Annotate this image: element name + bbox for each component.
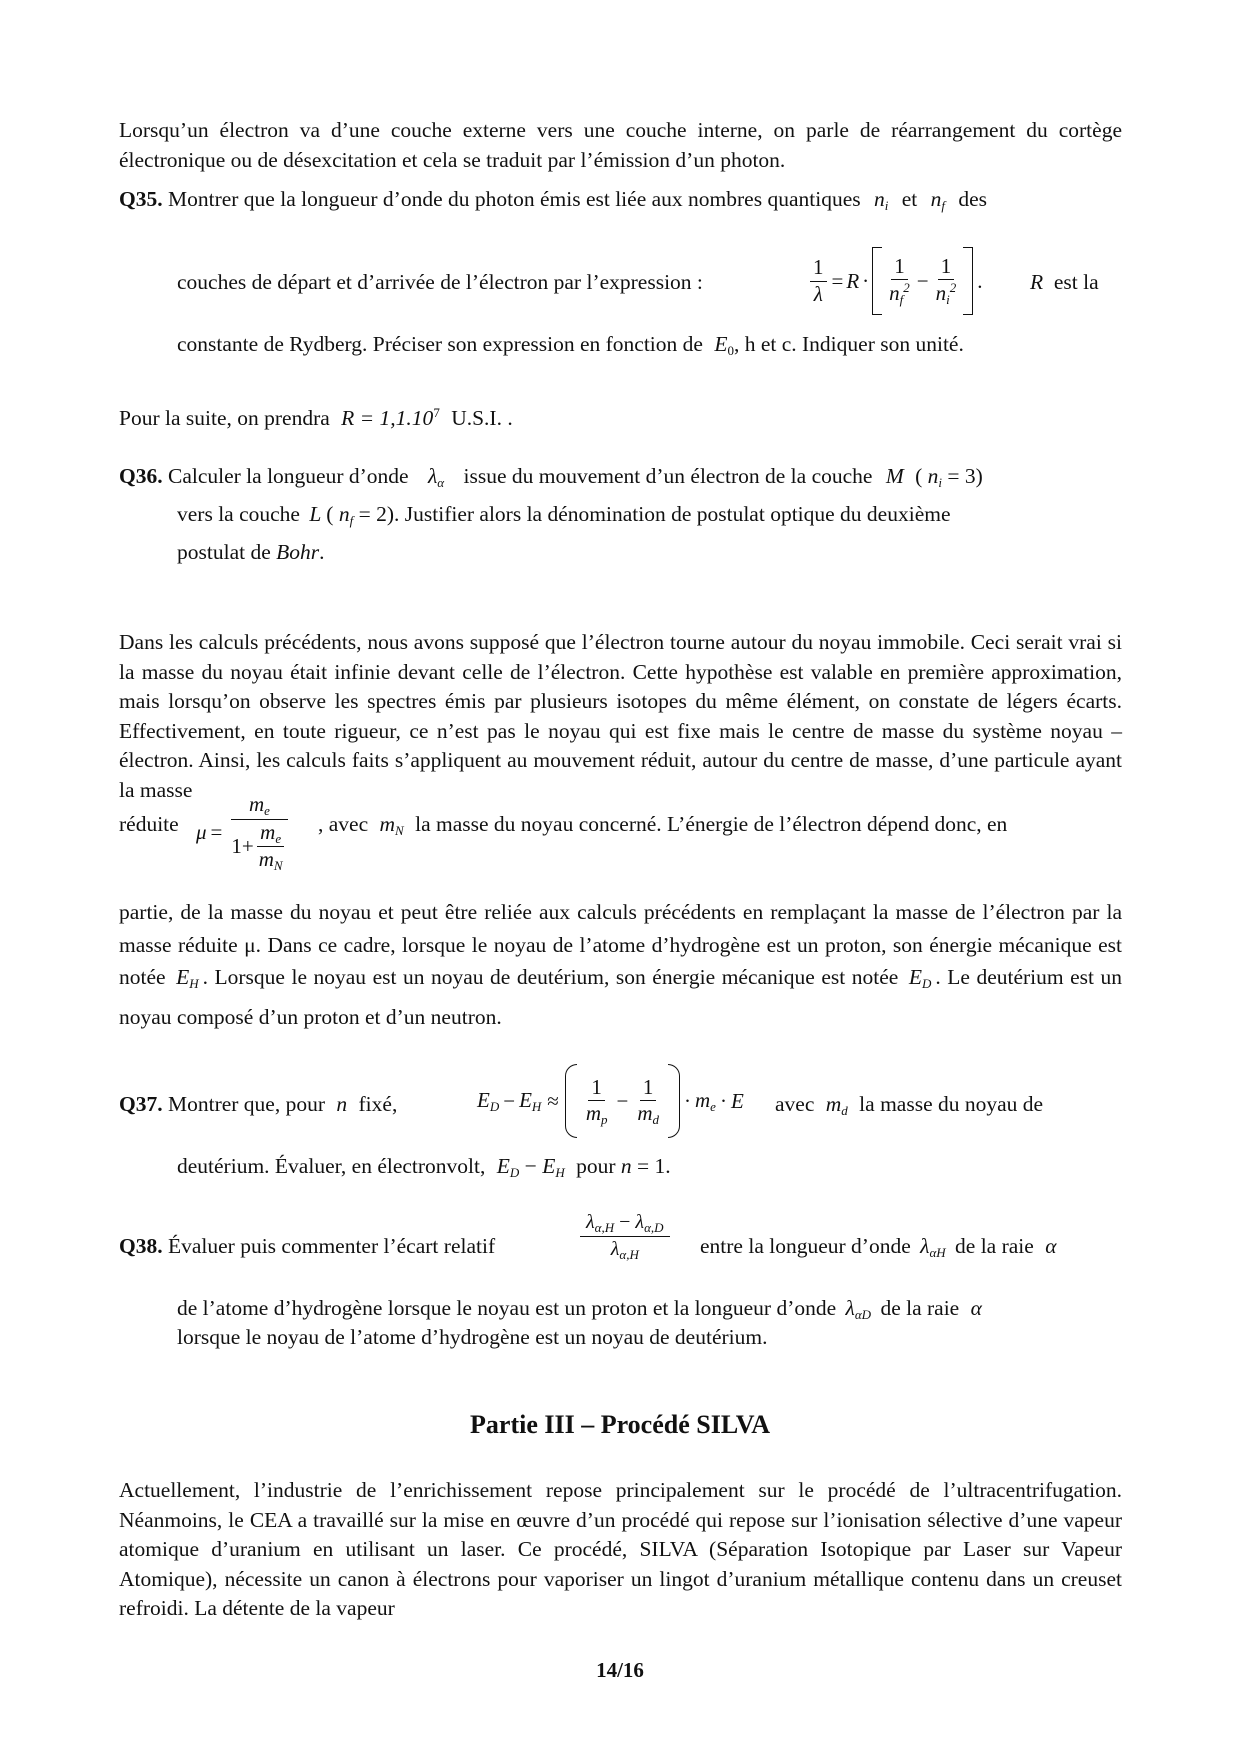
q37-text-1d: la masse du noyau de [859, 1092, 1044, 1116]
q36-text-2b: . Justifier alors la dénomination de postulat optique du deuxième [394, 502, 951, 526]
q37-line2: deutérium. Évaluer, en électronvolt, $E_D - E_H$ pour n = 1. [177, 1154, 671, 1180]
q35-est-la: est la [1053, 270, 1099, 294]
shell-M: M [885, 464, 904, 488]
energy-paragraph: partie, de la masse du noyau et peut être reliée aux calculs précédents en remplaçant la masse de l’électron par la masse réduite μ. Dans ce cadre, lorsque le noyau de l’atome d’hydrogène est un proton, son énergie mécanique est notée $E_H$ . Lorsque le noyau est un noyau de deutérium, son énergie mécanique est notée $E_D$ . Le deutérium est un noyau composé d’un proton et d’un neutron. [119, 900, 1123, 1029]
part3-paragraph: Actuellement, l’industrie de l’enrichissement repose principalement sur le procédé de l’ultracentrifugation. Néanmoins, le CEA a travaillé sur la mise en œuvre d’un procédé qui repose sur l’ionisation sélective d’une vapeur atomique d’uranium en utilisant un laser. Ce procédé, SILVA (Séparation Isotopique par Laser sur Vapeur Atomique), nécessite un canon à électrons pour vaporiser un lingot d’uranium métallique contenu dans un creuset refroidi. La détente de la vapeur [119, 1478, 1122, 1620]
reduced-mass-tail: la masse du noyau concerné. L’énergie de l’électron dépend donc, en [415, 812, 1008, 836]
lambda-alpha-H: $\lambda_{\alpha H}$ [920, 1234, 946, 1260]
ED-minus-EH: $E_D - E_H$ [496, 1154, 565, 1180]
q37-line1-text: Q37. Montrer que, pour n fixé, [119, 1092, 398, 1116]
reduced-mass-formula: μ = $m_e$ 1+ $\frac{m_e}{m_N}$ [196, 792, 293, 874]
q35-text-1: Montrer que la longueur d’onde du photon émis est liée aux nombres quantiques [167, 187, 861, 211]
q37-formula: $E_D$ − $E_H$ ≈ $\frac{1}{m_p}$ − $\frac{1}{m_d}$ · $m_e$ · E [477, 1064, 744, 1138]
q38-text-3: lorsque le noyau de l’atome d’hydrogène est un noyau de deutérium. [177, 1325, 768, 1349]
avec-text: , avec [318, 812, 369, 836]
q35-text-3b: , h et c. Indiquer son unité. [733, 332, 964, 356]
q38-text-1b: entre la longueur d’onde [700, 1234, 911, 1258]
md-symbol: $m_d$ [825, 1092, 848, 1118]
q37-avec: avec [775, 1092, 815, 1116]
reduced-mass-line-tail [318, 810, 1007, 846]
reduite-label: réduite [119, 812, 179, 836]
q37-line1-tail [775, 1090, 1043, 1126]
q38-text-2a: de l’atome d’hydrogène lorsque le noyau est un proton et la longueur d’onde [177, 1296, 837, 1320]
q38-text-1a: Évaluer puis commenter l’écart relatif [167, 1234, 496, 1258]
q35-line3 [177, 330, 964, 366]
shell-L: L ( $n_f = 2$) [309, 502, 395, 528]
usi-unit: U.S.I. . [451, 406, 513, 430]
rydberg-value: $R = 1,1.10^7$ [341, 405, 440, 430]
q35-line2-text [177, 268, 703, 298]
EH-symbol: $E_H$ [176, 965, 199, 991]
lambda-alpha-D: $\lambda_{\alpha D}$ [845, 1296, 872, 1322]
q38-line1-tail: entre la longueur d’onde $\lambda_{\alpha H}$ de la raie α [700, 1234, 1057, 1260]
q38-line2: de l’atome d’hydrogène lorsque le noyau est un proton et la longueur d’onde $\lambda_{\alpha D}$ de la raie α [177, 1296, 982, 1322]
q37-text-1b: fixé, [358, 1092, 398, 1116]
q37-n-equals-1: = 1. [637, 1154, 671, 1178]
q37-text-2a: deutérium. Évaluer, en électronvolt, [177, 1154, 486, 1178]
mN-symbol: $m_N$ [379, 812, 404, 838]
q35-ni: $n_i$ [873, 187, 889, 213]
q36-text-2a: vers la couche [177, 502, 300, 526]
q36-text-1b: issue du mouvement d’un électron de la couche [463, 464, 873, 488]
q36-text-1a: Calculer la longueur d’onde [167, 464, 409, 488]
after35-text: Pour la suite, on prendra [119, 406, 330, 430]
q38-text-1c: de la raie [955, 1234, 1034, 1258]
q38-relative-gap-formula: $\frac{\lambda_{\alpha,H} - \lambda_{\alpha,D}}{\lambda_{\alpha,H}}$ [578, 1210, 672, 1262]
q35-nf: $n_f$ [930, 187, 946, 213]
rydberg-value-line [119, 398, 513, 434]
q35-des: des [958, 187, 988, 211]
q36-line3: postulat de Bohr. [177, 540, 325, 564]
q37-pour: pour [576, 1154, 616, 1178]
q35-number: Q35. [119, 187, 163, 211]
page-number: 14/16 [596, 1658, 644, 1682]
q36-number: Q36. [119, 464, 163, 488]
q35-and: et [901, 187, 918, 211]
rydberg-formula: $\frac{1}{\lambda}$ = R · $\frac{1}{n_f^2}$ − $\frac{1}{n_i^2}$ . [808, 247, 983, 315]
q36-line2 [177, 500, 951, 536]
q36-line1 [119, 462, 983, 498]
q35-line1 [119, 185, 987, 221]
q36-text-3a: postulat de [177, 540, 271, 564]
intro-paragraph: Lorsqu’un électron va d’une couche externe vers une couche interne, on parle de réarrangement du cortège électronique ou de désexcitation et cela se traduit par l’émission d’un photon. [119, 118, 1122, 172]
q35-text-3a: constante de Rydberg. Préciser son expression en fonction de [177, 332, 703, 356]
lambda-alpha: $\lambda_\alpha$ [427, 464, 445, 490]
q38-line1-text [119, 1232, 495, 1262]
q35-E0: $E_0$ [714, 332, 734, 358]
reduced-mass-paragraph: Dans les calculs précédents, nous avons supposé que l’électron tourne autour du noyau immobile. Ceci serait vrai si la masse du noyau était infinie devant celle de l’électron. Cette hypothèse est valable en première approximation, mais lorsqu’on observe les spectres émis par plusieurs isotopes du même élément, on constate de légers écarts. Effectivement, en toute rigueur, ce n’est pas le noyau qui est fixe mais le centre de masse du système noyau – électron. Ainsi, les calculs faits s’appliquent au mouvement réduit, autour du centre de masse, d’une particule ayant la masse [119, 630, 1122, 802]
q35-line2-end: R est la [1030, 270, 1099, 294]
q37-text-1a: Montrer que, pour [167, 1092, 326, 1116]
q38-text-2b: de la raie [880, 1296, 960, 1320]
q38-line3 [177, 1323, 767, 1353]
part3-title: Partie III – Procédé SILVA [470, 1410, 770, 1439]
bohr-name: Bohr [276, 540, 320, 564]
reduced-mass-line [119, 810, 179, 840]
q37-number: Q37. [119, 1092, 163, 1116]
ni-equals-3: ( $n_i = 3$) [915, 464, 983, 490]
q35-text-2: couches de départ et d’arrivée de l’électron par l’expression : [177, 270, 703, 294]
q38-number: Q38. [119, 1234, 163, 1258]
ED-symbol: $E_D$ [908, 965, 932, 991]
